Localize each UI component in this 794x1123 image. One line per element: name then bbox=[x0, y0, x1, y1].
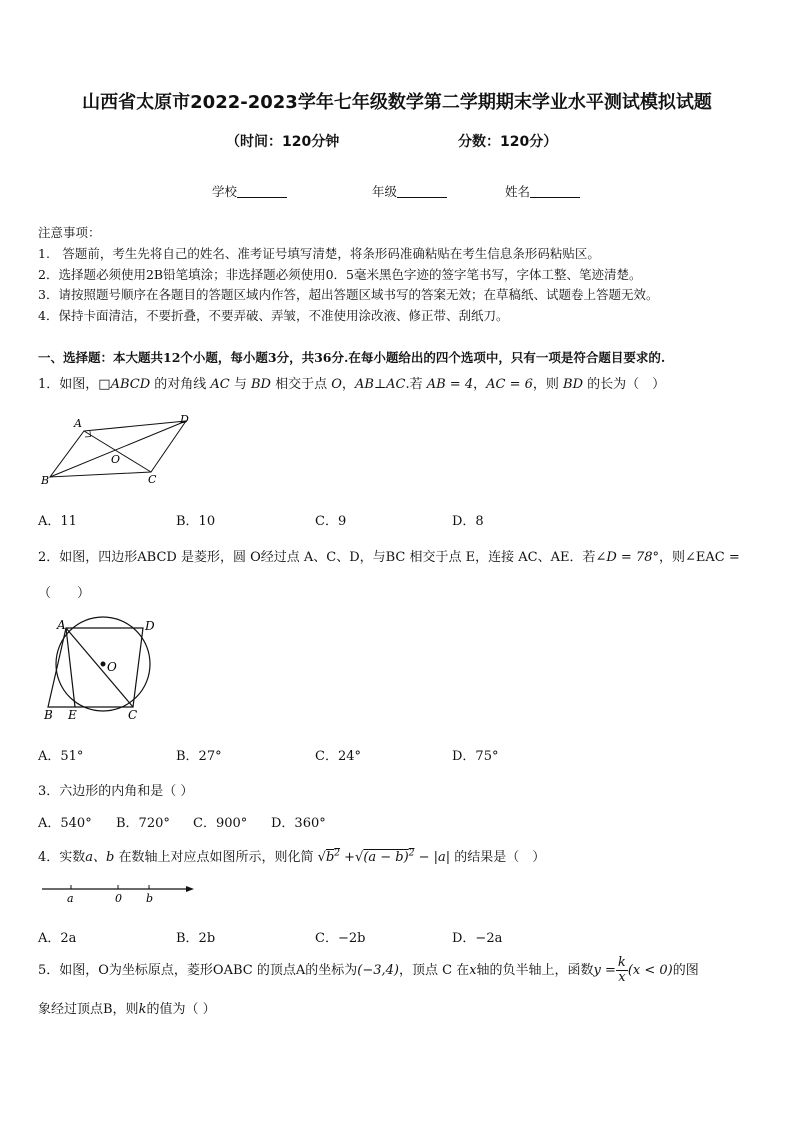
question-4: 4．实数a、b 在数轴上对应点如图所示，则化简 $√b^2 +√(a - b)^2 - |a|$ 的结果是（ ） bbox=[38, 848, 546, 865]
q2-option-a[interactable]: A．51° bbox=[38, 749, 84, 764]
exam-time: （时间：120分钟 bbox=[226, 134, 340, 150]
q1-option-c[interactable]: C．9 bbox=[315, 514, 347, 529]
q2-option-d[interactable]: D．75° bbox=[452, 749, 499, 764]
label-A: A bbox=[74, 417, 82, 430]
exam-score: 分数：120分） bbox=[458, 134, 558, 150]
sqrt-b-squared: $b^2$ bbox=[325, 848, 340, 865]
name-field: 姓名 bbox=[505, 182, 580, 200]
label-O: O bbox=[107, 660, 117, 674]
q4-option-b[interactable]: B．2b bbox=[176, 931, 216, 946]
question-3: 3．六边形的内角和是（ ） bbox=[38, 784, 194, 799]
question-5: 5．如图，O为坐标原点，菱形OABC 的顶点A的坐标为(−3,4)，顶点 C 在x轴的负半轴上，函数y = $\frac{k}{x}$ (x < 0)的图 bbox=[38, 955, 699, 985]
parallelogram-figure bbox=[38, 410, 198, 490]
label-A: A bbox=[57, 618, 66, 632]
q2-option-b[interactable]: B．27° bbox=[176, 749, 222, 764]
note-item: 2．选择题必须使用2B铅笔填涂；非选择题必须使用0．5毫米黑色字迹的签字笔书写，字体工整、笔迹清楚。 bbox=[38, 266, 642, 282]
q3-option-d[interactable]: D．360° bbox=[271, 816, 326, 831]
q4-option-a[interactable]: A．2a bbox=[38, 931, 77, 946]
label-D: D bbox=[145, 619, 155, 633]
note-item: 3．请按照题号顺序在各题目的答题区域内作答，超出答题区域书写的答案无效；在草稿纸、试题卷上答题无效。 bbox=[38, 287, 659, 303]
q4-option-c[interactable]: C．−2b bbox=[315, 931, 366, 946]
section-heading: 一、选择题：本大题共12个小题，每小题3分，共36分.在每小题给出的四个选项中，只有一项是符合题目要求的. bbox=[38, 350, 666, 365]
label-B: B bbox=[41, 474, 50, 487]
notes-heading: 注意事项： bbox=[38, 225, 101, 240]
rhombus-circle-figure bbox=[38, 615, 168, 725]
q2-option-c[interactable]: C．24° bbox=[315, 749, 361, 764]
label-D: D bbox=[180, 413, 189, 426]
number-line bbox=[38, 880, 198, 906]
label-B: B bbox=[44, 708, 53, 722]
fraction-k-over-x: $\frac{k}{x}$ bbox=[617, 955, 626, 985]
q1-option-b[interactable]: B．10 bbox=[176, 514, 216, 529]
question-2: 2．如图，四边形ABCD 是菱形，圆 O经过点 A、C、D，与BC 相交于点 E，连接 AC、AE．若∠D = 78°，则∠EAC = bbox=[38, 550, 740, 565]
axis-label-zero: 0 bbox=[115, 892, 122, 905]
axis-label-b: b bbox=[146, 892, 154, 905]
q3-option-b[interactable]: B．720° bbox=[116, 816, 170, 831]
question-2-paren: （ ） bbox=[38, 586, 91, 601]
grade-field: 年级 bbox=[372, 182, 447, 200]
sqrt-a-minus-b-squared: $(a - b)^2$ bbox=[363, 848, 415, 865]
q3-option-a[interactable]: A．540° bbox=[38, 816, 92, 831]
label-E: E bbox=[68, 708, 77, 722]
question-5-line2: 象经过顶点B，则k的值为（ ） bbox=[38, 1002, 216, 1017]
label-O: O bbox=[111, 453, 121, 466]
page-title: 山西省太原市2022-2023学年七年级数学第二学期期末学业水平测试模拟试题 bbox=[82, 92, 712, 113]
question-1: 1．如图，□ABCD 的对角线 AC 与 BD 相交于点 O，AB⊥AC.若 AB = 4，AC = 6，则 BD 的长为（ ） bbox=[38, 377, 666, 392]
q3-option-c[interactable]: C．900° bbox=[193, 816, 248, 831]
q1-option-a[interactable]: A．11 bbox=[38, 514, 77, 529]
note-item: 1. 答题前，考生先将自己的姓名、准考证号填写清楚，将条形码准确粘贴在考生信息条形码粘贴区。 bbox=[38, 245, 600, 261]
notes bbox=[38, 223, 658, 327]
q1-option-d[interactable]: D．8 bbox=[452, 514, 484, 529]
school-field: 学校 bbox=[212, 182, 287, 200]
q4-option-d[interactable]: D．−2a bbox=[452, 931, 503, 946]
axis-label-a: a bbox=[67, 892, 74, 905]
label-C: C bbox=[148, 473, 157, 486]
label-C: C bbox=[128, 708, 138, 722]
note-item: 4．保持卡面清洁，不要折叠，不要弄破、弄皱，不准使用涂改液、修正带、刮纸刀。 bbox=[38, 308, 509, 324]
